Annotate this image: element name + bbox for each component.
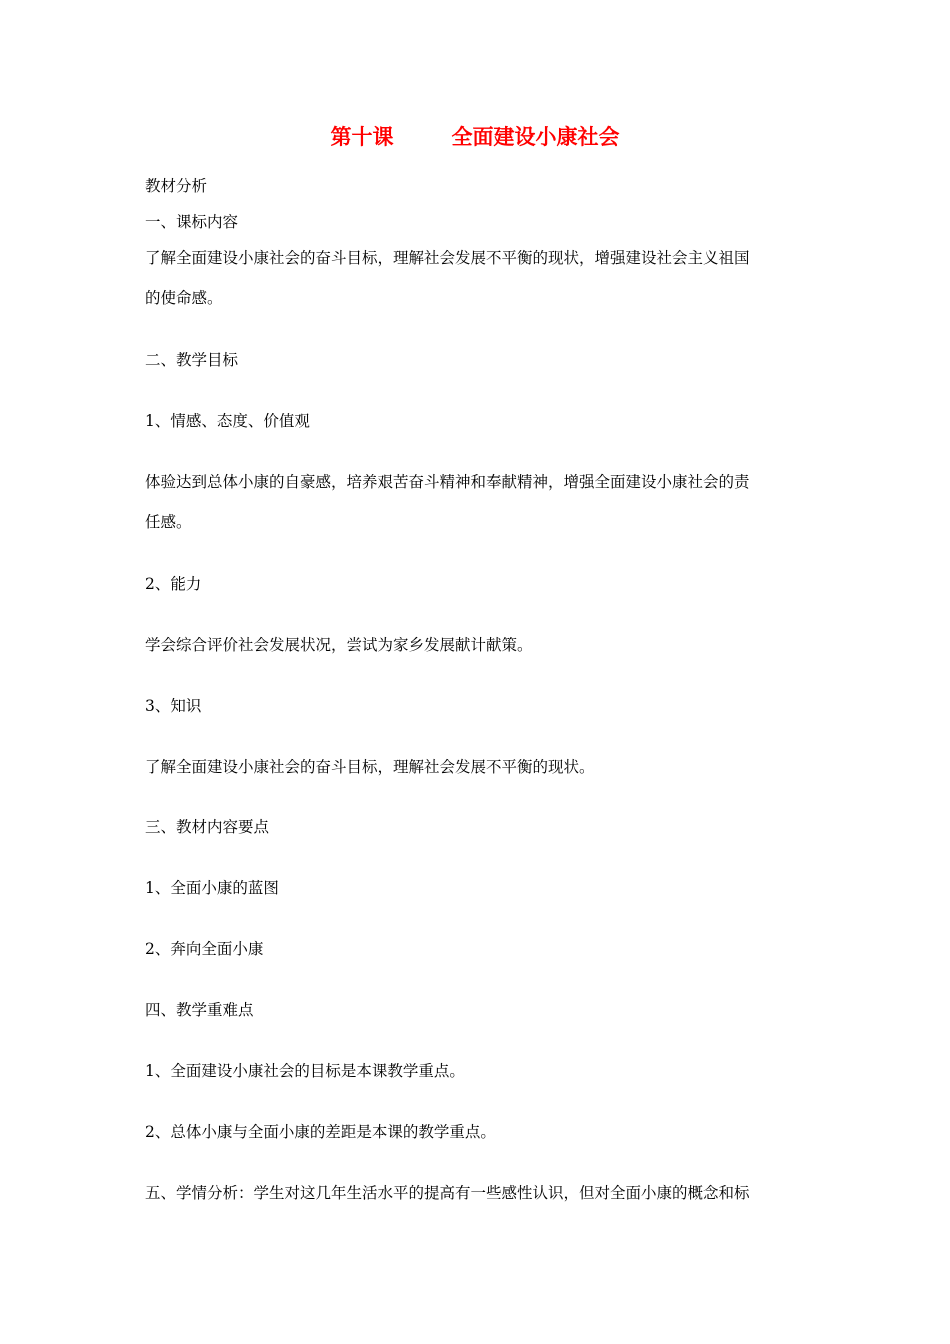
heading-curriculum-content: 一、课标内容 (145, 213, 239, 231)
subheading-knowledge: 3、知识 (145, 697, 202, 715)
list-item: 2、奔向全面小康 (145, 940, 264, 958)
paragraph-line: 了解全面建设小康社会的奋斗目标，理解社会发展不平衡的现状。 (145, 758, 595, 776)
heading-teaching-objectives: 二、教学目标 (145, 351, 239, 369)
paragraph-line: 任感。 (145, 513, 192, 531)
section-label-material-analysis: 教材分析 (145, 177, 208, 195)
heading-content-key-points: 三、教材内容要点 (145, 818, 270, 836)
list-item: 1、全面小康的蓝图 (145, 879, 279, 897)
paragraph-line: 的使命感。 (145, 289, 223, 307)
heading-student-analysis: 五、学情分析：学生对这几年生活水平的提高有一些感性认识，但对全面小康的概念和标 (145, 1184, 750, 1202)
title-topic: 全面建设小康社会 (451, 125, 620, 149)
page-title (0, 122, 950, 152)
list-item: 1、全面建设小康社会的目标是本课教学重点。 (145, 1062, 465, 1080)
paragraph-line: 学会综合评价社会发展状况，尝试为家乡发展献计献策。 (145, 636, 533, 654)
heading-key-difficult-points: 四、教学重难点 (145, 1001, 254, 1019)
title-lesson-number: 第十课 (330, 125, 394, 149)
subheading-emotion-attitude-values: 1、情感、态度、价值观 (145, 412, 310, 430)
paragraph-line: 了解全面建设小康社会的奋斗目标，理解社会发展不平衡的现状，增强建设社会主义祖国 (145, 249, 750, 267)
paragraph-line: 体验达到总体小康的自豪感，培养艰苦奋斗精神和奉献精神，增强全面建设小康社会的责 (145, 473, 750, 491)
subheading-ability: 2、能力 (145, 575, 202, 593)
list-item: 2、总体小康与全面小康的差距是本课的教学重点。 (145, 1123, 496, 1141)
